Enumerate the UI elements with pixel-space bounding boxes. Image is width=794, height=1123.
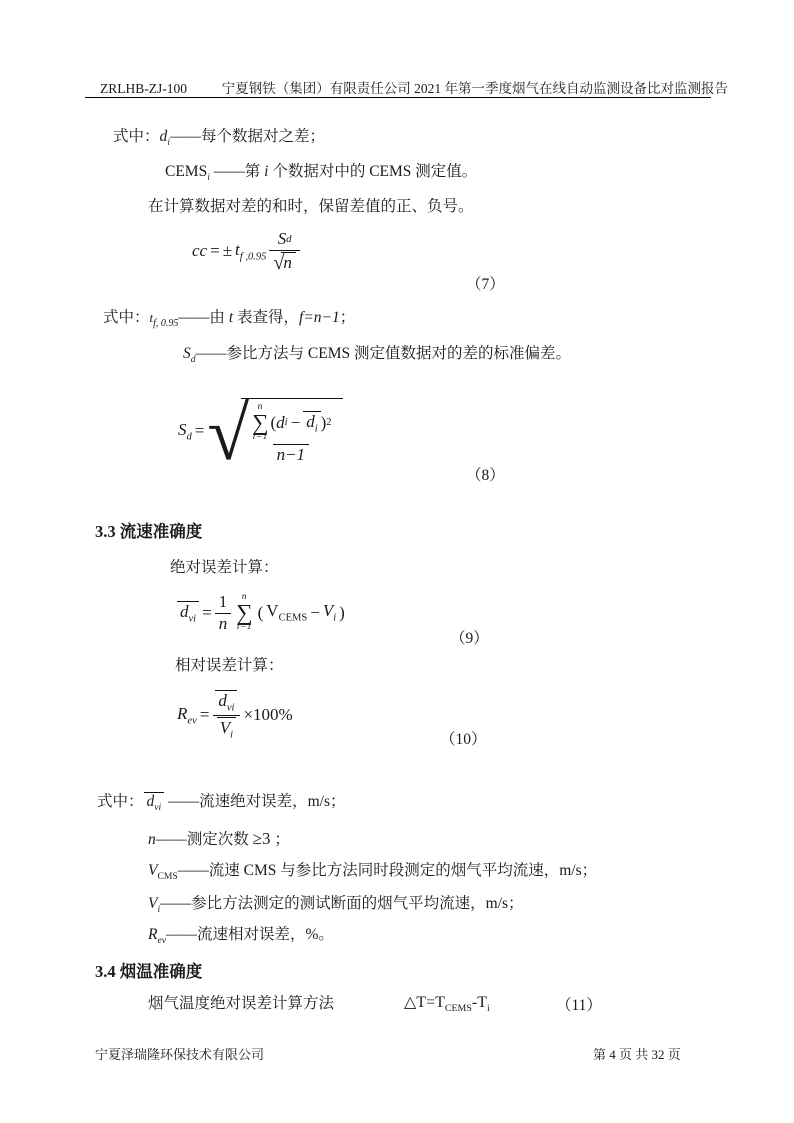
var-V-sub: i (230, 729, 234, 741)
where7-line-1 (103, 307, 355, 329)
var-d-sub: vi (154, 802, 162, 814)
v-cems (266, 601, 307, 624)
var-d-sub: vi (226, 702, 235, 714)
var-V-sub: CMS (157, 871, 178, 883)
equals-sign: = (194, 420, 205, 440)
where10-line-5 (148, 924, 334, 946)
var-R-sub: ev (157, 935, 166, 947)
var-d-sub: vi (188, 613, 197, 625)
denominator (269, 250, 299, 273)
v-i (323, 601, 336, 624)
equals-sign: = (202, 602, 212, 622)
desc: ——由 (178, 309, 229, 326)
numerator: 1 (218, 592, 228, 611)
equation-7 (192, 230, 300, 273)
radical-icon: √ (273, 251, 285, 274)
f-expr: f=n−1 (299, 309, 340, 326)
equation-11 (404, 992, 490, 1014)
dbar (303, 411, 320, 435)
delta-T: △T=T (404, 994, 445, 1011)
fraction (212, 690, 240, 741)
T-i-sub: i (486, 1003, 490, 1015)
denominator (213, 715, 240, 741)
var-cems: CEMS (165, 163, 208, 180)
equals-sign: = (210, 241, 220, 260)
numerator (247, 403, 334, 444)
where10-line-4 (148, 893, 524, 915)
fraction (247, 403, 334, 464)
var-d-sub: i (284, 417, 288, 429)
desc: 个数据对中的 CEMS 测定值。 (268, 163, 478, 180)
var-d: d (218, 691, 227, 710)
var-V: V (148, 895, 158, 912)
var-d: d (276, 412, 285, 432)
equation-11-label: （11） (556, 997, 602, 1014)
section-3-4-heading: 3.4 烟温准确度 (95, 962, 203, 981)
root-body (241, 398, 342, 464)
open-paren: ( (270, 412, 277, 432)
desc: ——流速绝对误差，m/s； (164, 793, 346, 810)
where7-line-2 (183, 343, 571, 365)
doc-code: ZRLHB-ZJ-100 (100, 81, 187, 96)
var-d: d (159, 128, 168, 145)
where-prefix: 式中： (113, 128, 160, 145)
t-sub: f ,0.95 (239, 251, 267, 263)
where10-line-2 (148, 827, 290, 851)
lhs (177, 704, 197, 727)
desc: ——第 (209, 163, 265, 180)
one-over-n (215, 592, 232, 634)
equation-10 (177, 690, 293, 741)
var-R: R (177, 703, 188, 723)
sqrt (273, 252, 295, 273)
var-R: R (148, 926, 158, 943)
desc: ——参比方法与 CEMS 测定值数据对的差的标准偏差。 (195, 345, 572, 362)
equals-sign: = (199, 705, 210, 725)
sigma-icon: ∑ (252, 409, 269, 435)
close-paren: ) (320, 412, 327, 432)
footer-page-number: 第 4 页 共 32 页 (593, 1047, 681, 1062)
var-V: V (148, 862, 158, 879)
sqrt-arg: n (281, 252, 296, 273)
var-d: d (306, 411, 315, 431)
var-t2: t (228, 309, 234, 326)
header-rule (85, 97, 711, 98)
summation (236, 593, 252, 633)
var-t (235, 240, 266, 263)
var-S: S (183, 345, 191, 362)
var-t: t (149, 310, 154, 325)
var-d: d (146, 793, 155, 810)
dvi-bar (177, 601, 199, 625)
var-t-sub: f, 0.95 (153, 318, 179, 330)
lhs (178, 420, 192, 443)
var-V: V (322, 601, 334, 621)
var-i: i (264, 163, 269, 180)
var-cc: cc (192, 241, 208, 260)
t: t (235, 239, 240, 259)
var-V-sub: CEMS (278, 612, 308, 624)
where-prefix: 式中： (97, 793, 144, 810)
var-d-sub: i (167, 137, 170, 149)
close-paren: ) (339, 602, 345, 622)
sum-lower: i=1 (252, 432, 268, 443)
sum-lower: i=1 (236, 622, 253, 633)
numerator (212, 690, 240, 715)
intro-line-3 (148, 196, 474, 218)
equation-7-label: （7） (466, 276, 505, 293)
vi-bar (217, 717, 236, 741)
equation-10-label: （10） (440, 731, 487, 748)
desc: ——流速 CMS 与参比方法同时段测定的烟气平均流速，m/s； (177, 862, 598, 879)
intro-line-1 (113, 126, 325, 148)
radical-icon: √ (207, 391, 250, 476)
denominator: n−1 (273, 444, 309, 465)
var-S-sub: d (190, 354, 196, 366)
summation (252, 403, 268, 443)
intro-line-2 (165, 161, 477, 183)
power: 2 (326, 416, 332, 428)
plus-minus-sign: ± (222, 241, 233, 260)
desc: ——参比方法测定的测试断面的烟气平均流速，m/s； (160, 895, 524, 912)
minus-sign: − (310, 602, 320, 622)
T-cems-sub: CEMS (444, 1003, 472, 1015)
minus-sign: − (290, 412, 301, 432)
equation-8-label: （8） (466, 467, 505, 484)
temp-method-text: 烟气温度绝对误差计算方法 (148, 995, 335, 1012)
footer-company: 宁夏泽瑞隆环保技术有限公司 (95, 1047, 265, 1062)
sum-upper: n (257, 402, 263, 412)
var-d-sub: i (314, 423, 318, 435)
var-R-sub: ev (187, 715, 197, 727)
note-text: 在计算数据对差的和时，保留差值的正、负号。 (148, 198, 474, 215)
var-cems-sub: i (207, 172, 210, 184)
where10-line-3 (148, 860, 597, 882)
header-title: 宁夏钢铁（集团）有限责任公司 2021 年第一季度烟气在线自动监测设备比对监测报告 (221, 81, 728, 96)
desc: ； (270, 831, 290, 848)
var-S: S (178, 419, 187, 439)
equation-9 (177, 592, 345, 634)
var-V: V (266, 601, 279, 621)
equation-8 (178, 391, 343, 476)
var-S: S (277, 229, 287, 248)
numerator (275, 230, 295, 250)
var-n: n (148, 831, 156, 848)
fraction (269, 230, 299, 273)
times-100: ×100% (243, 705, 293, 725)
desc: ； (339, 309, 356, 326)
page-header (100, 77, 728, 97)
desc: ——每个数据对之差； (169, 128, 325, 145)
sigma-icon: ∑ (236, 599, 253, 625)
equation-9-label: （9） (450, 630, 489, 647)
desc: ——流速相对误差，%。 (166, 926, 334, 943)
section-3-3-heading: 3.3 流速准确度 (95, 522, 203, 541)
var-S-sub: d (186, 431, 192, 443)
var-V-sub: i (333, 612, 337, 624)
where10-line-1 (97, 791, 345, 813)
dvi-bar (215, 690, 237, 714)
square-root (207, 391, 342, 476)
var-S-sub: d (286, 233, 292, 245)
denominator: n (215, 613, 232, 634)
minus-T: -T (471, 994, 487, 1011)
var-d: d (180, 601, 189, 621)
dvi-bar (144, 792, 165, 813)
where-prefix: 式中： (103, 309, 150, 326)
rel-error-label: 相对误差计算： (175, 657, 284, 674)
abs-error-label: 绝对误差计算： (170, 559, 279, 576)
desc: 表查得， (233, 309, 300, 326)
ge-3: ≥3 (252, 829, 271, 848)
open-paren: ( (257, 602, 264, 622)
desc: ——测定次数 (155, 831, 253, 848)
var-V-sub: i (157, 904, 161, 916)
sum-upper: n (241, 592, 248, 602)
var-V: V (219, 717, 231, 737)
